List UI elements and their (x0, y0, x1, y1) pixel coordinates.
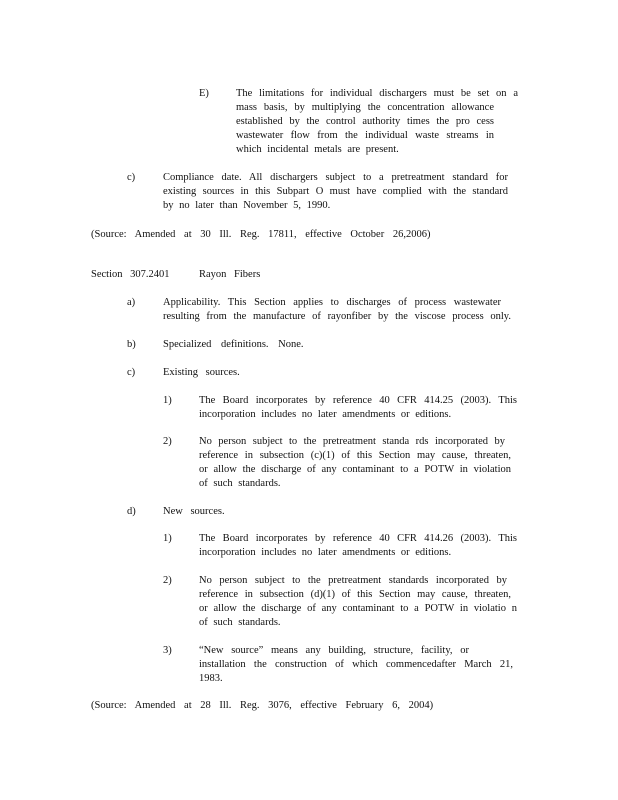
existing-item-1-line-2: incorporation includes no later amendments or editions. (199, 409, 452, 420)
new-item-1-line-2: incorporation includes no later amendments or editions. (199, 547, 452, 558)
new-item-2-label: 2) (163, 575, 172, 586)
item-E-line-3: established by the control authority times the pro cess (236, 116, 494, 127)
compliance-line-3: by no later than November 5, 1990. (163, 200, 331, 211)
source-note-2006: (Source: Amended at 30 Ill. Reg. 17811, effective October 26,2006) (91, 229, 431, 240)
existing-item-1-paragraph (199, 394, 517, 422)
existing-item-2-line-3: or allow the discharge of any contaminant to a POTW in violation (199, 464, 511, 475)
item-E-paragraph (236, 87, 518, 157)
new-item-3-line-1: “New source” means any building, structure, facility, or (199, 645, 469, 656)
new-item-1-line-1: The Board incorporates by reference 40 CFR 414.26 (2003). This (199, 533, 517, 544)
item-label-c: c) (127, 367, 136, 378)
item-E-line-4: wastewater flow from the individual waste streams in (236, 130, 494, 141)
applicability-line-1: Applicability. This Section applies to discharges of process wastewater (163, 297, 501, 308)
new-item-2-line-4: of such standards. (199, 617, 281, 628)
item-E-line-5: which incidental metals are present. (236, 144, 399, 155)
applicability-paragraph (163, 296, 511, 324)
item-E-line-1: The limitations for individual dischargers must be set on a (236, 88, 518, 99)
new-item-3-line-3: 1983. (199, 673, 223, 684)
existing-sources-heading: Existing sources. (163, 367, 240, 378)
existing-item-2-line-2: reference in subsection (c)(1) of this Section may cause, threaten, (199, 450, 511, 461)
existing-item-2-label: 2) (163, 436, 172, 447)
applicability-line-2: resulting from the manufacture of rayonfiber by the viscose process only. (163, 311, 511, 322)
item-label-E: E) (199, 88, 209, 99)
new-item-3-line-2: installation the construction of which commencedafter March 21, (199, 659, 513, 670)
item-label-c-compliance: c) (127, 172, 136, 183)
existing-item-2-paragraph (199, 435, 511, 491)
section-number: Section 307.2401 (91, 269, 170, 280)
new-item-1-paragraph (199, 532, 517, 560)
new-item-2-paragraph (199, 574, 517, 630)
source-note-2004: (Source: Amended at 28 Ill. Reg. 3076, effective February 6, 2004) (91, 700, 434, 711)
new-item-3-paragraph (199, 644, 513, 686)
new-item-2-line-1: No person subject to the pretreatment standards incorporated by (199, 575, 507, 586)
item-E-line-2: mass basis, by multiplying the concentration allowance (236, 102, 494, 113)
new-item-2-line-2: reference in subsection (d)(1) of this Section may cause, threaten, (199, 589, 511, 600)
new-item-3-label: 3) (163, 645, 172, 656)
compliance-line-2: existing sources in this Subpart O must have complied with the standard (163, 186, 508, 197)
item-label-b: b) (127, 339, 136, 350)
new-item-2-line-3: or allow the discharge of any contaminant to a POTW in violatio n (199, 603, 517, 614)
existing-item-1-label: 1) (163, 395, 172, 406)
section-title: Rayon Fibers (199, 269, 261, 280)
item-label-d: d) (127, 506, 136, 517)
existing-item-1-line-1: The Board incorporates by reference 40 CFR 414.25 (2003). This (199, 395, 517, 406)
specialized-definitions: Specialized definitions. None. (163, 339, 304, 350)
existing-item-2-line-4: of such standards. (199, 478, 281, 489)
compliance-line-1: Compliance date. All dischargers subject to a pretreatment standard for (163, 172, 508, 183)
new-item-1-label: 1) (163, 533, 172, 544)
new-sources-heading: New sources. (163, 506, 225, 517)
existing-item-2-line-1: No person subject to the pretreatment standa rds incorporated by (199, 436, 505, 447)
item-label-a: a) (127, 297, 136, 308)
compliance-date-paragraph (163, 171, 508, 213)
